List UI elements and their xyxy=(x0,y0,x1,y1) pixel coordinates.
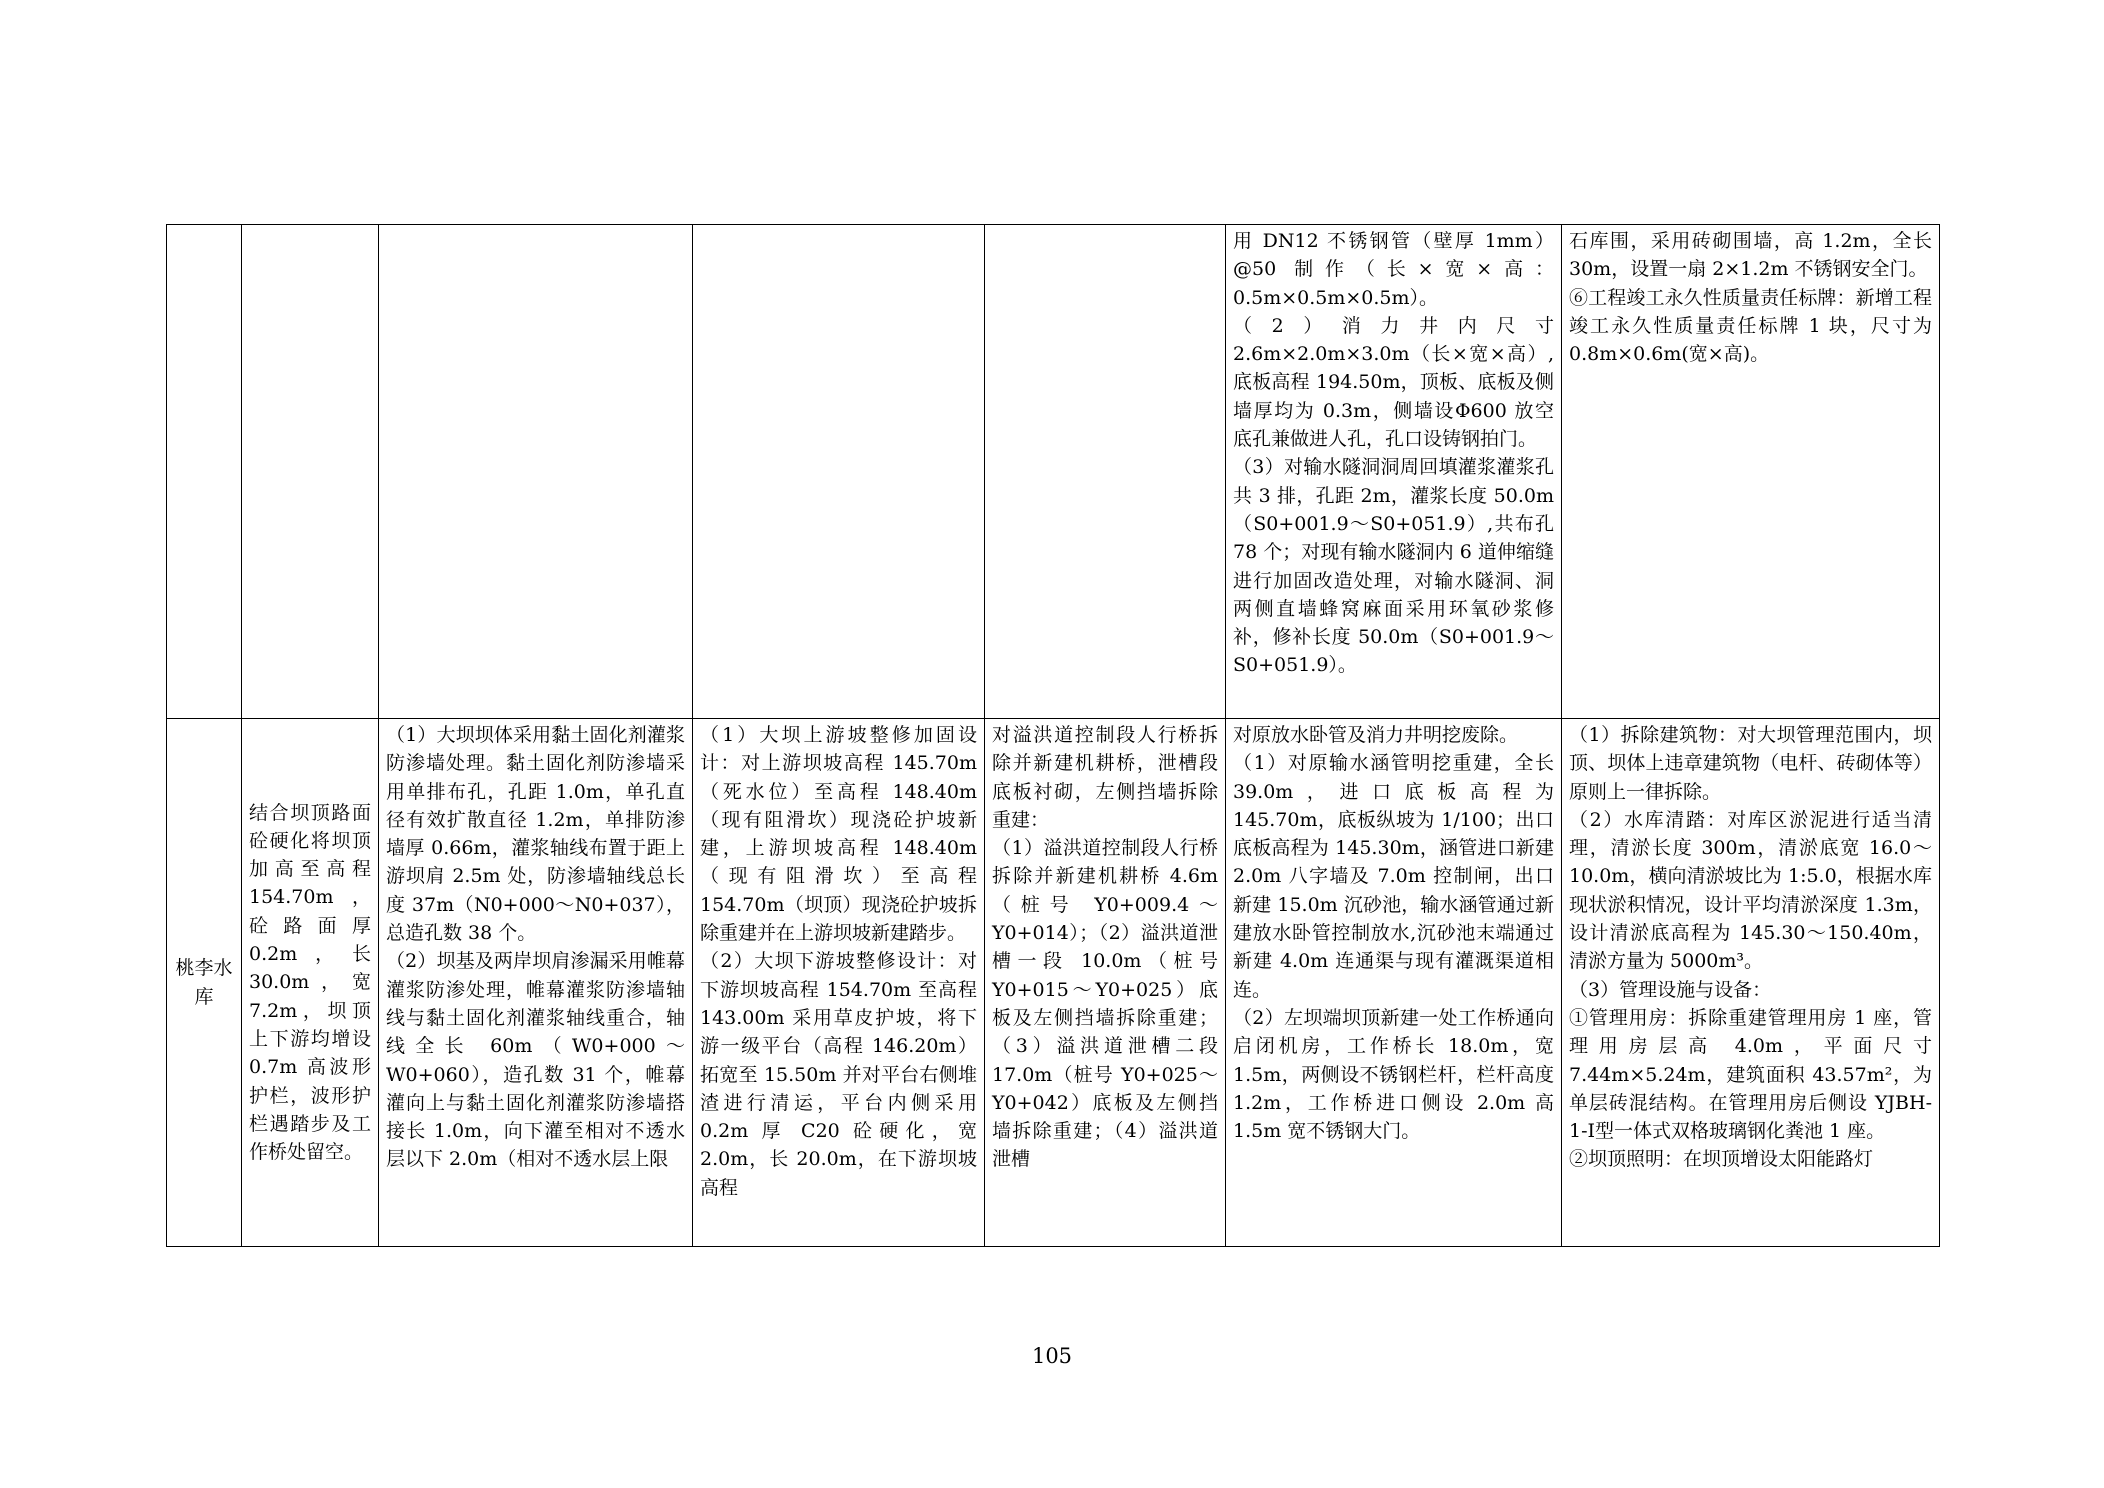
reservoir-name-cell xyxy=(167,719,242,1247)
page-number: 105 xyxy=(1031,1344,1073,1368)
cell-empty xyxy=(242,225,379,719)
paragraph: （1）溢洪道控制段人行桥拆除并新建机耕桥 4.6m（桩号 Y0+009.4～Y0+014）；（2）溢洪道泄槽一段 10.0m（桩号 Y0+015～Y0+025）底板及左侧挡墙拆除重建；（3）溢洪道泄槽二段 17.0m（桩号 Y0+025～Y0+042）底板及左侧挡墙拆除重建；（4）溢洪道泄槽 xyxy=(992,837,1225,1171)
project-table xyxy=(166,224,1940,1247)
cell-seepage-control xyxy=(379,719,693,1247)
paragraph: （2）坝基及两岸坝肩渗漏采用帷幕灌浆防渗处理，帷幕灌浆防渗墙轴线与黏土固化剂灌浆轴线重合，轴线全长 60m（W0+000～W0+060），造孔数 31 个，帷幕灌向上与黏土固化剂灌浆防渗墙搭接长 1.0m，向下灌至相对不透水层以下 2.0m（相对不透水层上限 xyxy=(386,950,685,1171)
cell-dam-crest xyxy=(242,719,379,1247)
cell-empty xyxy=(167,225,242,719)
cell-empty xyxy=(693,225,985,719)
cell-empty xyxy=(379,225,693,719)
paragraph: 石库围，采用砖砌围墙，高 1.2m，全长 30m，设置一扇 2×1.2m 不锈钢安全门。 xyxy=(1569,230,1939,281)
cell-slope-repair xyxy=(693,719,985,1247)
paragraph: （3）对输水隧洞洞周回填灌浆灌浆孔共 3 排，孔距 2m，灌浆长度 50.0m（S0+001.9～S0+051.9）,共布孔 78 个；对现有输水隧洞内 6 道伸缩缝进行加固改造处理，对输水隧洞、洞两侧直墙蜂窝麻面采用环氧砂浆修补，修补长度 50.0m（S0+001.9～S0+051.9）。 xyxy=(1233,456,1561,677)
paragraph: （1）对原输水涵管明挖重建，全长 39.0m，进口底板高程为 145.70m，底板纵坡为 1/100；出口底板高程为 145.30m，涵管进口新建 2.0m 八字墙及 7.0m 控制闸，出口新建 15.0m 沉砂池，输水涵管通过新建放水卧管控制放水,沉砂池末端通过新建 4.0m 连通渠与现有灌溉渠道相连。 xyxy=(1233,752,1561,1001)
paragraph: （2）大坝下游坡整修设计：对下游坝坡高程 154.70m 至高程 143.00m 采用草皮护坡，将下游一级平台（高程 146.20m）拓宽至 15.50m 并对平台右侧堆渣进行清运，平台内侧采用 0.2m 厚 C20 砼硬化，宽 2.0m，长 20.0m，在下游坝坡高程 xyxy=(700,950,984,1199)
paragraph: 对溢洪道控制段人行桥拆除并新建机耕桥，泄槽段底板衬砌，左侧挡墙拆除重建： xyxy=(992,724,1218,831)
paragraph: （2）左坝端坝顶新建一处工作桥通向启闭机房，工作桥长 18.0m，宽 1.5m，两侧设不锈钢栏杆，栏杆高度 1.2m，工作桥进口侧设 2.0m 高 1.5m 宽不锈钢大门。 xyxy=(1233,1006,1561,1143)
paragraph: （2）消力井内尺寸 2.6m×2.0m×3.0m（长×宽×高）,底板高程 194.50m，顶板、底板及侧墙厚均为 0.3m，侧墙设Φ600 放空底孔兼做进人孔，孔口设铸钢拍门。 xyxy=(1233,314,1561,451)
paragraph: ①管理用房：拆除重建管理用房 1 座，管理用房层高 4.0m，平面尺寸 7.44m×5.24m，建筑面积 43.57m²，为单层砖混结构。在管理用房后侧设 YJBH-1-Ⅰ型一体式双格玻璃钢化粪池 1 座。 xyxy=(1569,1006,1939,1143)
paragraph: （3）管理设施与设备： xyxy=(1569,978,1772,1001)
cell-empty xyxy=(985,225,1226,719)
paragraph: 结合坝顶路面砼硬化将坝顶加高至高程 154.70m，砼路面厚 0.2m，长 30.0m，宽 7.2m，坝顶上下游均增设 0.7m 高波形护栏，波形护栏遇踏步及工作桥处留空。 xyxy=(249,801,378,1164)
paragraph: （1）拆除建筑物：对大坝管理范围内，坝顶、坝体上违章建筑物（电杆、砖砌体等）原则上一律拆除。 xyxy=(1569,724,1932,803)
reservoir-name: 桃李水库 xyxy=(175,957,233,1008)
paragraph: （1）大坝上游坡整修加固设计：对上游坝坡高程 145.70m（死水位）至高程 148.40m（现有阻滑坎）现浇砼护坡新建，上游坝坡高程 148.40m（现有阻滑坎）至高程 154.70m（坝顶）现浇砼护坡拆除重建并在上游坝坡新建踏步。 xyxy=(700,724,984,945)
paragraph: 用 DN12 不锈钢管（壁厚 1mm）@50 制作（长×宽×高：0.5m×0.5m×0.5m）。 xyxy=(1233,230,1554,309)
cell-spillway xyxy=(985,719,1226,1247)
cell-management-facilities xyxy=(1562,719,1940,1247)
paragraph: 对原放水卧管及消力井明挖废除。 xyxy=(1233,724,1519,746)
paragraph: （1）大坝坝体采用黏土固化剂灌浆防渗墙处理。黏土固化剂防渗墙采用单排布孔，孔距 1.0m，单孔直径有效扩散直径 1.2m，单排防渗墙厚 0.66m，灌浆轴线布置于距上游坝肩 2.5m 处，防渗墙轴线总长度 37m（N0+000～N0+037），总造孔数 38 个。 xyxy=(386,724,685,945)
cell-management-facilities xyxy=(1562,225,1940,719)
paragraph: （2）水库清踏：对库区淤泥进行适当清理，清淤长度 300m，清淤底宽 16.0～10.0m，横向清淤坡比为 1:5.0，根据水库现状淤积情况，设计平均清淤深度 1.3m，设计清淤底高程为 145.30～150.40m，清淤方量为 5000m³。 xyxy=(1569,808,1932,973)
cell-water-conveyance xyxy=(1226,719,1562,1247)
paragraph: ⑥工程竣工永久性质量责任标牌：新增工程竣工永久性质量责任标牌 1 块，尺寸为 0.8m×0.6m(宽×高)。 xyxy=(1569,286,1939,366)
cell-water-conveyance xyxy=(1226,225,1562,719)
table-row xyxy=(167,225,1940,719)
paragraph: ②坝顶照明：在坝顶增设太阳能路灯 xyxy=(1569,1148,1874,1171)
table-row xyxy=(167,719,1940,1247)
